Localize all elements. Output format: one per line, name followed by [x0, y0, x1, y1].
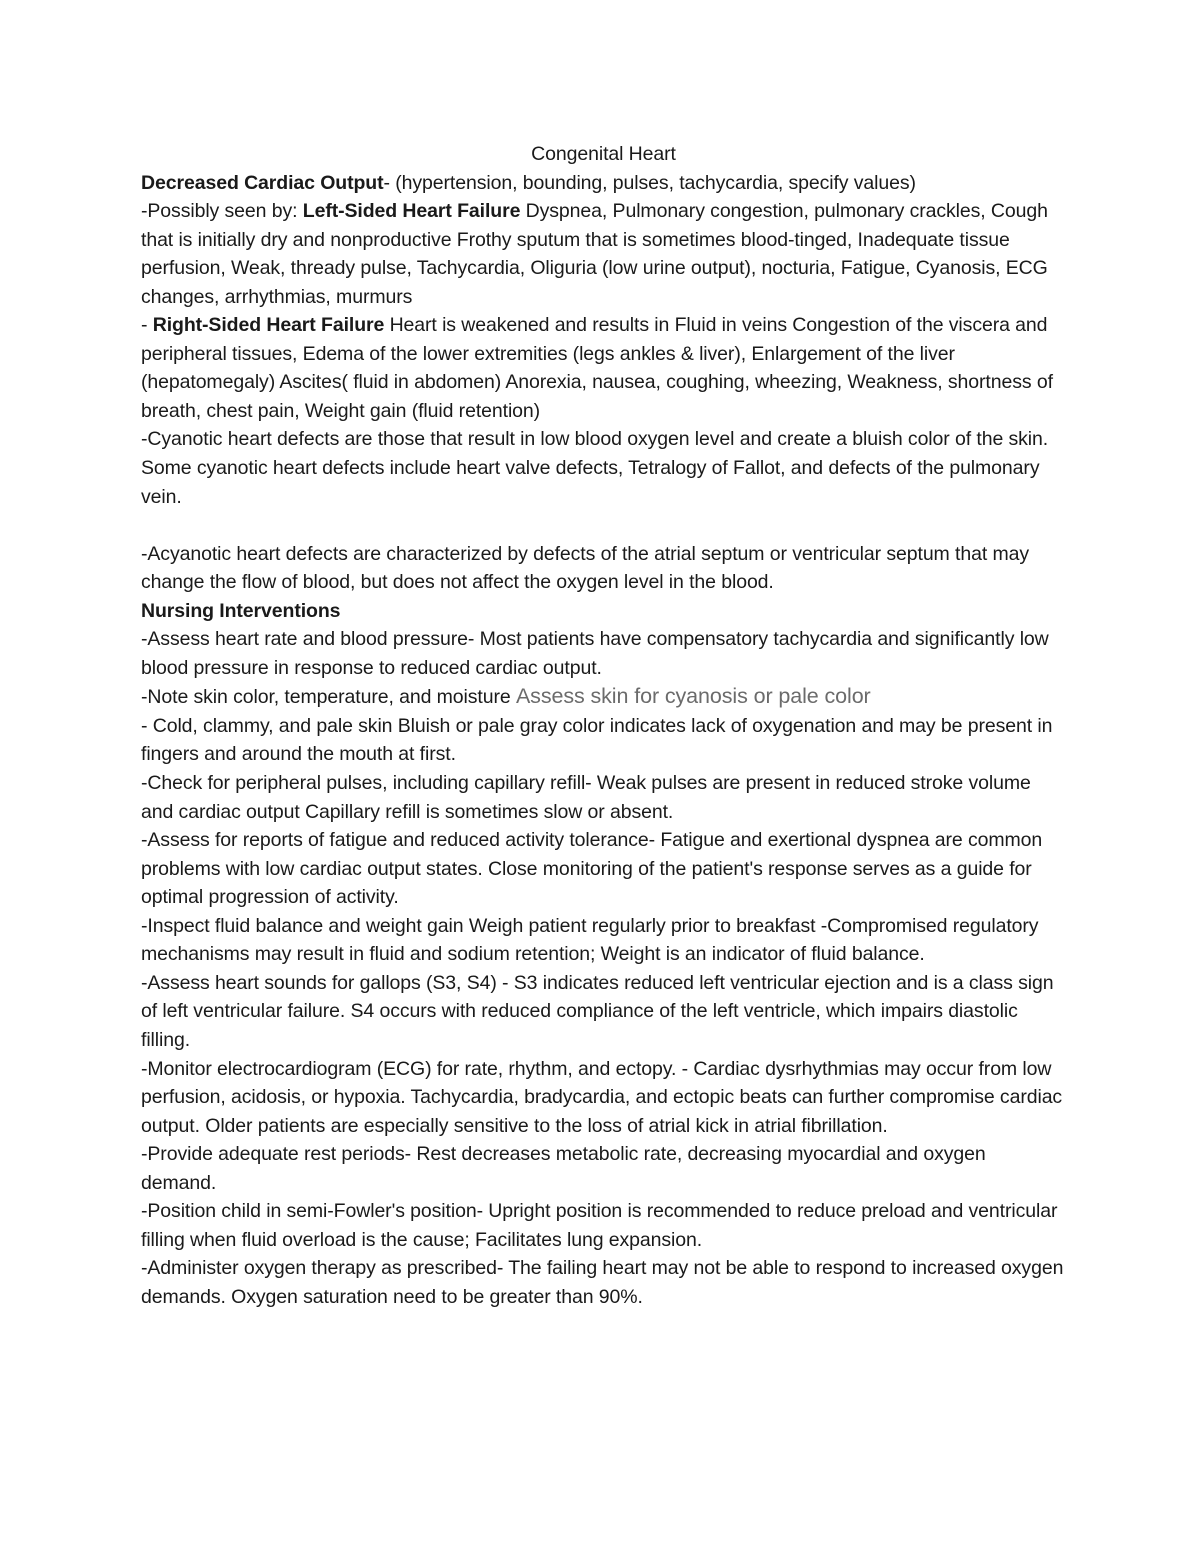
- intervention-paragraph: -Provide adequate rest periods- Rest decreases metabolic rate, decreasing myocardial and oxygen demand.: [141, 1143, 986, 1194]
- intervention-paragraph: -Inspect fluid balance and weight gain Weigh patient regularly prior to breakfast -Compromised regulatory mechanisms may result in fluid and sodium retention; Weight is an indicator of fluid balance.: [141, 914, 1039, 966]
- cyanotic-paragraph: -Cyanotic heart defects are those that result in low blood oxygen level and create a bluish color of the skin. Some cyanotic heart defects include heart valve defects, Tetralogy of Fallot, and defects of the pulmonary vein.: [141, 428, 1049, 508]
- document-title: Congenital Heart: [531, 143, 676, 165]
- intervention-paragraph: -Monitor electrocardiogram (ECG) for rate, rhythm, and ectopy. - Cardiac dysrhythmias may occur from low perfusion, acidosis, or hypoxia. Tachycardia, bradycardia, and ectopic beats can further compromise cardiac output. Older patients are especially sensitive to the loss of atrial kick in atrial fibrillation.: [141, 1057, 1063, 1137]
- intervention-paragraph: -Check for peripheral pulses, including capillary refill- Weak pulses are present in reduced stroke volume and cardiac output Capillary refill is sometimes slow or absent.: [141, 772, 1031, 823]
- document-page: [141, 140, 1066, 1311]
- acyanotic-paragraph: -Acyanotic heart defects are characterized by defects of the atrial septum or ventricular septum that may change the flow of blood, but does not affect the oxygen level in the blood.: [141, 542, 1030, 594]
- right-sided-prefix: -: [141, 314, 153, 337]
- intervention-note: Assess skin for cyanosis or pale color: [515, 684, 871, 709]
- nursing-interventions-heading: Nursing Interventions: [141, 599, 341, 622]
- right-sided-paragraph: [141, 311, 1066, 425]
- left-sided-prefix: -Possibly seen by:: [141, 200, 303, 223]
- right-sided-heading: Right-Sided Heart Failure: [152, 314, 385, 337]
- intervention-text: -Note skin color, temperature, and moisture: [141, 686, 516, 709]
- intervention-paragraph: -Assess heart rate and blood pressure- Most patients have compensatory tachycardia and significantly low blood pressure in response to reduced cardiac output.: [141, 628, 1049, 679]
- decreased-output-text: - (hypertension, bounding, pulses, tachycardia, specify values): [383, 171, 916, 194]
- intervention-paragraph: -Administer oxygen therapy as prescribed- The failing heart may not be able to respond to increased oxygen demands. Oxygen saturation need to be greater than 90%.: [141, 1257, 1064, 1308]
- intervention-paragraph: -Position child in semi-Fowler's position- Upright position is recommended to reduce preload and ventricular filling when fluid overload is the cause; Facilitates lung expansion.: [141, 1200, 1058, 1251]
- intervention-paragraph: [141, 682, 1066, 712]
- intervention-paragraph: -Assess for reports of fatigue and reduced activity tolerance- Fatigue and exertional dyspnea are common problems with low cardiac output states. Close monitoring of the patient's response serves as a guide for optimal progression of activity.: [141, 829, 1043, 909]
- blank-line: [141, 511, 1066, 540]
- left-sided-heading: Left-Sided Heart Failure: [302, 200, 521, 223]
- left-sided-paragraph: [141, 197, 1066, 311]
- decreased-output-paragraph: [141, 169, 1066, 198]
- intervention-paragraph: - Cold, clammy, and pale skin Bluish or pale gray color indicates lack of oxygenation and may be present in fingers and around the mouth at first.: [141, 714, 1053, 766]
- right-sided-text: Heart is weakened and results in Fluid in veins Congestion of the viscera and peripheral tissues, Edema of the lower extremities (legs ankles & liver), Enlargement of the liver (hepatomegaly) Ascites( fluid in abdomen) Anorexia, nausea, coughing, wheezing, Weakness, shortness of breath, chest pain, Weight gain (fluid retention): [141, 314, 1053, 422]
- left-sided-text: Dyspnea, Pulmonary congestion, pulmonary crackles, Cough that is initially dry and nonproductive Frothy sputum that is sometimes blood-tinged, Inadequate tissue perfusion, Weak, thready pulse, Tachycardia, Oliguria (low urine output), nocturia, Fatigue, Cyanosis, ECG changes, arrhythmias, murmurs: [141, 200, 1048, 308]
- decreased-output-heading: Decreased Cardiac Output: [141, 171, 384, 194]
- intervention-paragraph: -Assess heart sounds for gallops (S3, S4) - S3 indicates reduced left ventricular ejection and is a class sign of left ventricular failure. S4 occurs with reduced compliance of the left ventricle, which impairs diastolic filling.: [141, 971, 1054, 1051]
